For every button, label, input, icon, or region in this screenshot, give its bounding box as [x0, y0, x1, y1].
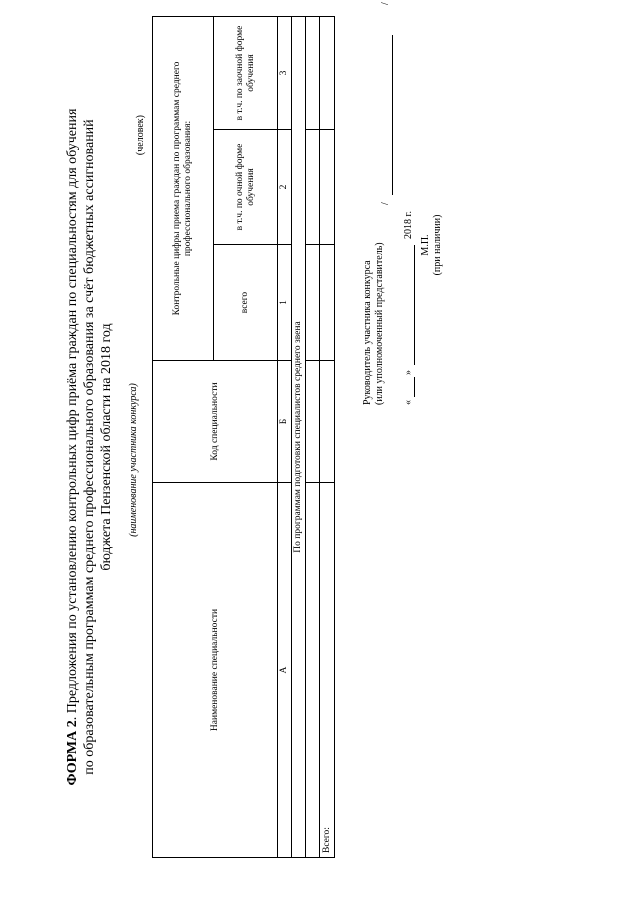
section-row: По программам подготовки специалистов среднего звена	[291, 16, 306, 858]
date-close-quote: »	[403, 370, 414, 375]
data-cell-name	[305, 482, 320, 858]
header-parttime: в т.ч. по заочной форме обучения	[213, 16, 278, 130]
date-year: 2018 г.	[403, 211, 414, 239]
index-parttime: 3	[277, 16, 292, 130]
signatory-note: (или уполномоченный представитель)	[374, 242, 385, 405]
form-number: ФОРМА 2	[65, 720, 80, 786]
title-line-3: бюджета Пензенской области на 2018 год	[99, 323, 114, 571]
total-cell-parttime	[319, 16, 335, 130]
data-cell-code	[305, 360, 320, 483]
header-specialty-name: Наименование специальности	[152, 482, 278, 858]
stamp-block	[420, 185, 444, 305]
index-total: 1	[277, 244, 292, 361]
title-line-2: по образовательным программам среднего профессионального образования за счёт бюджетных ассигнований	[82, 119, 97, 775]
stamp-note: (при наличии)	[432, 214, 443, 276]
index-name: А	[277, 482, 292, 858]
total-cell-fulltime	[319, 129, 335, 245]
header-total: всего	[213, 244, 278, 361]
signature-name-line	[380, 2, 400, 405]
index-fulltime: 2	[277, 129, 292, 245]
org-name-caption: (наименование участника конкурса)	[128, 383, 139, 537]
total-cell-code	[319, 360, 335, 483]
total-label: Всего:	[319, 482, 335, 858]
data-cell-total	[305, 244, 320, 361]
stamp-label: М.П.	[420, 234, 431, 256]
header-control-figures: Контрольные цифры приема граждан по программам среднего профессионального образования:	[152, 16, 214, 361]
data-cell-parttime	[305, 16, 320, 130]
index-code: Б	[277, 360, 292, 483]
slash-left: /	[380, 202, 391, 205]
control-figures-table	[152, 16, 335, 858]
date-open-quote: «	[403, 400, 414, 405]
date-day-line	[398, 377, 415, 397]
unit-caption: (человек)	[135, 115, 146, 156]
total-cell-total	[319, 244, 335, 361]
slash-right: /	[380, 2, 391, 5]
form-title	[64, 67, 115, 827]
name-line	[380, 35, 393, 195]
signatory-title: Руководитель участника конкурса	[362, 260, 373, 405]
date-month-line	[398, 245, 415, 365]
header-specialty-code: Код специальности	[152, 360, 278, 483]
title-line-1: ФОРМА 2. Предложения по установлению контрольных цифр приёма граждан по специальностям для обучения	[65, 108, 80, 786]
data-cell-fulltime	[305, 129, 320, 245]
header-fulltime: в т.ч. по очной форме обучения	[213, 129, 278, 245]
